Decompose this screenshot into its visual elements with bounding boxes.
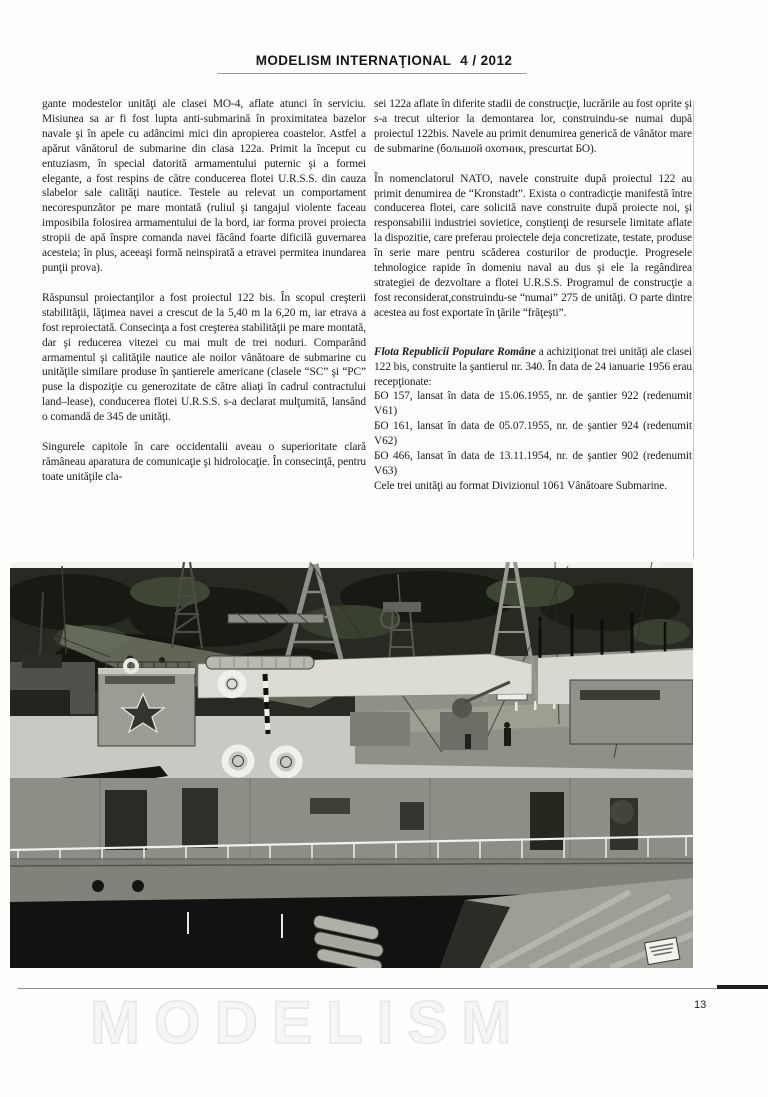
page-header (0, 53, 768, 68)
header-rule (217, 73, 527, 74)
paragraph-nato-kronstadt: În nomenclatorul NATO, navele construite după proiectul 122 au primit denumirea de “Kronstadt”. Exista o contradicţie manifestă între conducerea flotei, care solicită nave construite după proiecte noi, şi responsabilii industriei sovietice, conştienţi de resursele limitate aflate la dispozitie, care preferau proiectele deja concretizate, testate, produse în serie mare pentru scăderea costurilor de producţie. Progresele tehnologice rapide în domeniu naval au dus şi ele la regândirea strategiei de dezvoltare a flotei U.R.S.S. Programul de construcţie a fost reconsiderat,construindu-se “numai” 275 de unităţi. O parte dintre acestea au fost exportate în ţările “frăţeşti”. (374, 172, 692, 319)
paragraph-mo4: gante modestelor unităţi ale clasei MO-4, aflate atunci în serviciu. Misiunea sa ar fi fost lupta anti-submarină în proximitatea bazelor navale şi în apele cu adâncimi mici din apropierea coastelor. Astfel a apărut vânătorul de submarine din clasa 122a. Primit la început cu entuziasm, în special datorită armamentului puternic şi a formei elegante, a fost respins de către conducerea flotei U.R.S.S. din cauza slabelor sale calităţi nautice. Testele au relevat un comportament necorespunzător pe mare montată (ruliul şi tangajul violente faceau imposibila folosirea armamentului de la bord, iar forma provei proiecta stropii de apă înspre comanda navei făcând foarte dificilă guvernarea acesteia; în plus, aceeaşi formă neinspirată a etravei permitea inundarea punţii prova). (42, 98, 366, 274)
ship-entry-bo157: БО 157, lansat în data de 15.06.1955, nr. de şantier 922 (redenumit V61) (374, 390, 692, 418)
modelism-watermark: MODELISM (90, 989, 526, 1056)
footer-rule-thick-segment (717, 985, 768, 989)
right-margin-rule (693, 100, 694, 558)
ships-photo-graphic (10, 562, 693, 968)
paragraph-flota-romana (374, 345, 692, 390)
flota-rest: a achiziţionat trei unităţi ale clasei 122 bis, construite la şantierul nr. 340. În data de 24 ianuarie 1956 erau recepţionate: (374, 345, 692, 388)
striped-pole (265, 674, 268, 734)
issue-number: 4 / 2012 (460, 53, 513, 68)
flota-lead-bold: Flota Republicii Populare Române (374, 345, 536, 358)
ships-photo (10, 562, 693, 968)
paragraph-demontare: sei 122a aflate în diferite stadii de construcţie, lucrările au fost oprite şi s-a trecut ulterior la demontarea lor, construindu-se numai după proiectul 122bis. Navele au primit denumirea generică de vânător mare de submarine (большой охотник, prescurtat БО). (374, 98, 692, 155)
right-column (374, 97, 692, 494)
magazine-title: MODELISM INTERNAŢIONAL (255, 53, 452, 68)
ship-entry-bo161: БО 161, lansat în data de 05.07.1955, nr. de şantier 924 (redenumit V62) (374, 420, 692, 448)
left-column (42, 97, 366, 500)
paragraph-occidentali: Singurele capitole în care occidentalii aveau o superioritate clară rămâneau aparatura de comunicaţie şi hidrolocaţie. În consecinţă, pentru toate unităţile cla- (42, 441, 366, 483)
ship-entry-bo466: БО 466, lansat în data de 13.11.1954, nr. de şantier 902 (redenumit V63) (374, 450, 692, 477)
paragraph-122bis: Răspunsul proiectanţilor a fost proiectul 122 bis. În scopul creşterii stabilităţii, lăţimea navei a crescut de la 5,40 m la 6,20 m, iar etrava a fost reproiectată. Consecinţa a fost creşterea stabilităţii pe mare montată, dar şi reducerea vitezei cu mai mult de trei noduri. Comparând armamentul şi calităţile nautice ale noilor vânătoare de submarine cu unităţile similare produse în şantierele americane (clasele “SC” şi “PC” puse la dispoziţie cu generozitate de către aliaţi în cadrul contractului land–lease), conducerea flotei U.R.S.S. s-a declarat mulţumită, lansând o comandă de 345 de unităţi. (42, 291, 366, 424)
page-number: 13 (694, 999, 707, 1011)
paragraph-divizion: Cele trei unităţi au format Divizionul 1061 Vânătoare Submarine. (374, 479, 667, 492)
bridge-superstructure (98, 656, 195, 747)
